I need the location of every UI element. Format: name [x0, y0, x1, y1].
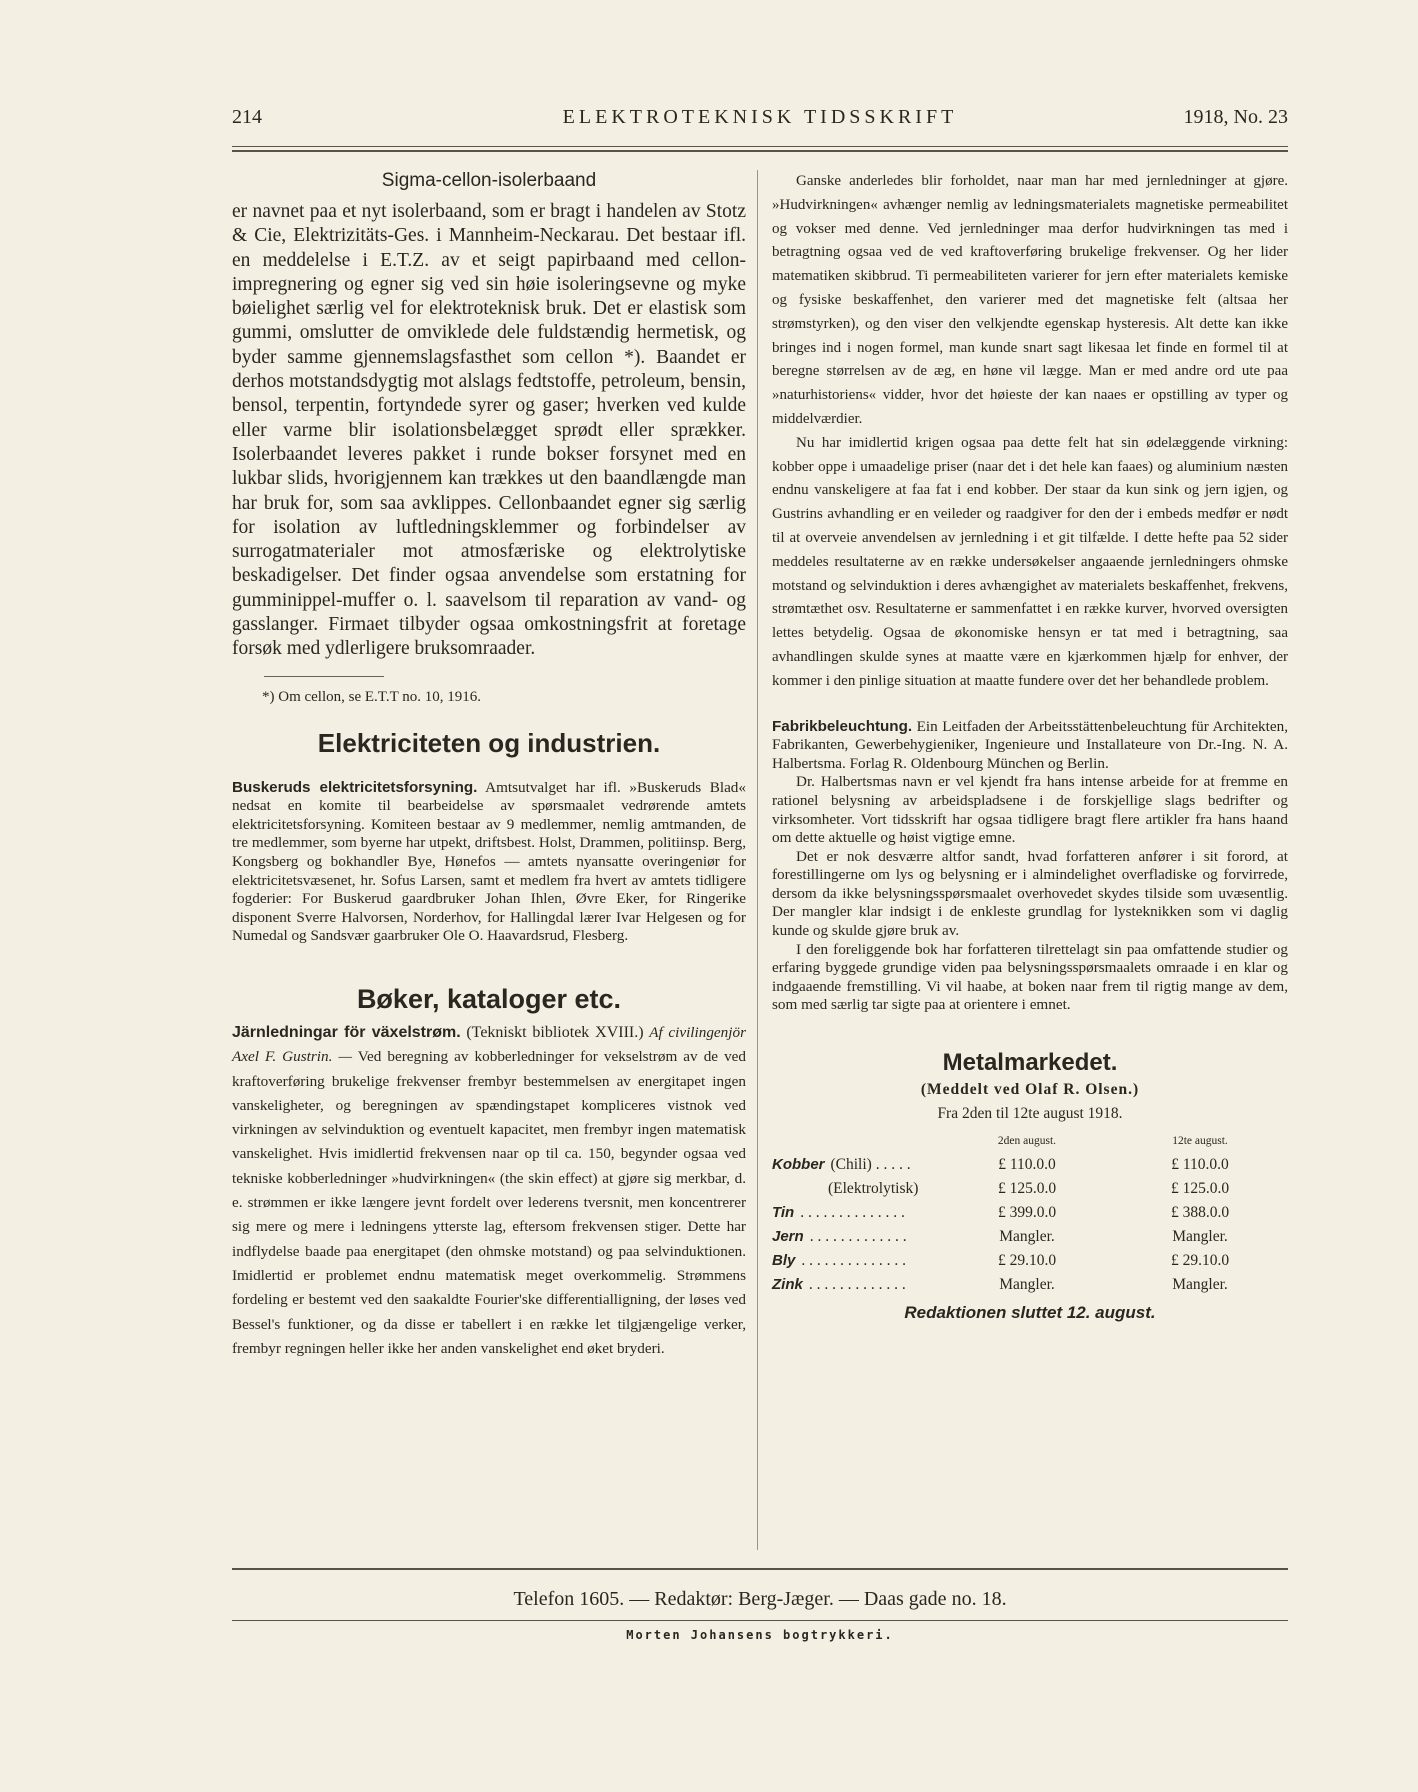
metal-name: Kobber	[772, 1156, 825, 1174]
metal-row	[772, 1153, 1288, 1177]
metal-name: Zink	[772, 1276, 803, 1294]
price-12te: £ 125.0.0	[1170, 1180, 1230, 1198]
col-2den: 2den august.	[997, 1135, 1057, 1148]
printer-line: Morten Johansens bogtrykkeri.	[626, 1628, 894, 1642]
metal-name-cell	[772, 1201, 942, 1225]
metal-heading: Metalmarkedet.	[942, 1049, 1118, 1077]
metal-row	[772, 1201, 1288, 1225]
right-column	[772, 170, 1288, 1323]
metal-grade: . . . . . . . . . . . . .	[809, 1228, 907, 1246]
metal-grade: . . . . . . . . . . . . .	[808, 1276, 906, 1294]
footer-rule-bottom	[232, 1620, 1288, 1621]
metal-period: Fra 2den til 12te august 1918.	[937, 1105, 1123, 1123]
metal-closing: Redaktionen sluttet 12. august.	[904, 1303, 1156, 1323]
books-author: Af civilingenjör Axel F. Gustrin. —	[232, 1023, 746, 1066]
metal-name: Tin	[772, 1204, 795, 1222]
fabrik-paragraph-2: Dr. Halbertsmas navn er vel kjendt fra hans intense arbeide for at fremme en rationel belysning av arbeidspladsene i de forskjellige slags bedrifter og virksomheter. Vort tidsskrift har ogsaa tidligere bragt flere artikler fra hans haand om dette aktuelle og høist vigtige emne.	[772, 773, 1288, 847]
price-2den: £ 110.0.0	[998, 1156, 1056, 1174]
metal-name-cell	[772, 1153, 942, 1177]
metal-grade: (Elektrolytisk)	[828, 1180, 919, 1198]
price-2den: Mangler.	[999, 1228, 1055, 1246]
header-rule-top	[232, 146, 1288, 147]
metal-name: Jern	[772, 1228, 804, 1246]
books-series: (Tekniskt bibliotek XVIII.)	[466, 1023, 644, 1041]
books-heading: Bøker, kataloger etc.	[356, 983, 622, 1014]
price-12te: Mangler.	[1172, 1276, 1228, 1294]
metal-name-cell	[772, 1273, 942, 1297]
price-2den: £ 399.0.0	[997, 1204, 1057, 1222]
metal-name-cell	[772, 1177, 942, 1201]
price-12te: £ 388.0.0	[1170, 1204, 1230, 1222]
industry-body: Amtsutvalget har ifl. »Buskeruds Blad« nedsat en komite til bearbeidelse av spørsmaalet vedrørende amtets elektricitetsforsyning. Komiteen bestaar av 9 medlemmer, nemlig amtmanden, de tre medlemmer, som byerne har utpekt, driftsbest. Holst, Drammen, politiinsp. Berg, Kongsberg og bokhandler Bye, Hønefos — amtets nyansatte overingeniør for elektricitetsvæsenet, hr. Sofus Larsen, samt et medlem fra hvert av amtets tidligere fogderier: For Buskerud gaardbruker Johan Ihlen, Øvre Eker, for Ringerike disponent Sverre Halvorsen, Norderhov, for Hallingdal lærer Ivar Helgesen og for Numedal og Sandsvær gaarbruker Ole O. Haavardsrud, Flesberg.	[232, 778, 746, 945]
sigma-body: er navnet paa et nyt isolerbaand, som er bragt i handelen av Stotz & Cie, Elektrizitäts-Ges. i Mannheim-Neckarau. Det bestaar ifl. en meddelelse i E.T.Z. av et seigt papirbaand med cellon-impregnering og egner sig ved sin høie isoleringsevne og myke bøielighet særlig vel for elektroteknisk bruk. Det er elastisk som gummi, omslutter de omviklede dele fuldstændig hermetisk, og byder samme gjennemslagsfasthet som cellon *). Baandet er derhos motstandsdygtig mot alslags fedtstoffe, petroleum, bensin, bensol, terpentin, fortyndede syrer og gaser; hverken ved kulde eller varme blir isolationsbelægget sprødt eller sprækker. Isolerbaandet leveres pakket i runde bokser forsynet med en lukbar slids, hvorigjennem kan trækkes ut den baandlængde man har bruk for, som saa avklippes. Cellonbaandet egner sig særlig for isolation av luftledningsklemmer og forbindelser av surrogatmaterialer mot atmosfæriske og elektrolytiske beskadigelser. Det finder ogsaa anvendelse som erstatning for gumminippel-muffer o. l. saavelsom til reparation av vand- og gasslanger. Firmaet tilbyder ogsaa omkostningsfrit at foretage forsøk med ydlerligere bruksomraader.	[232, 201, 746, 660]
metal-name-cell	[772, 1249, 942, 1273]
industry-heading: Elektriciteten og industrien.	[317, 727, 661, 758]
metal-row	[772, 1249, 1288, 1273]
page-number: 214	[232, 106, 262, 128]
metal-subtitle: (Meddelt ved Olaf R. Olsen.)	[920, 1081, 1140, 1099]
books-lead: Järnledningar för växelstrøm.	[232, 1023, 461, 1041]
price-12te: Mangler.	[1172, 1228, 1228, 1246]
metal-grade: (Chili) . . . . .	[830, 1156, 911, 1174]
price-2den: £ 125.0.0	[997, 1180, 1057, 1198]
industry-lead: Buskeruds elektricitetsforsyning.	[232, 778, 478, 796]
price-12te: £ 29.10.0	[1170, 1252, 1230, 1270]
header-rule-bottom	[232, 150, 1288, 152]
footer-contact: Telefon 1605. — Redaktør: Berg-Jæger. — Daas gade no. 18.	[513, 1588, 1007, 1610]
metal-row	[772, 1177, 1288, 1201]
metal-row	[772, 1273, 1288, 1297]
fabrik-paragraph-4: I den foreliggende bok har forfatteren tilrettelagt sin paa omfattende studier og erfaring byggede grundige viden paa belysningsspørsmaalets omraade i en klar og indgaaende fremstilling. Vi vil haabe, at boken naar frem til rigtig mange av dem, som med særlig tar sigte paa at orientere i emnet.	[772, 940, 1288, 1014]
fabrik-body: Ein Leitfaden der Arbeitsstättenbeleuchtung für Architekten, Fabrikanten, Gewerbehygieniker, Ingenieure und Installateure von Dr.-Ing. N. A. Halbertsma. Forlag R. Oldenbourg München og Berlin.	[772, 717, 1289, 772]
running-header	[232, 104, 1288, 138]
col-12te: 12te august.	[1172, 1135, 1228, 1148]
metal-row	[772, 1225, 1288, 1249]
footer-rule-top	[232, 1568, 1288, 1570]
metal-grade: . . . . . . . . . . . . . .	[800, 1204, 905, 1222]
iron-paragraph-1: Ganske anderledes blir forholdet, naar man har med jernledninger at gjøre. »Hudvirkningen« avhænger nemlig av ledningsmaterialets magnetiske permeabilitet og vokser med denne. Ved jernledninger maa derfor hudvirkningen tas med i betragtning ogsaa ved de ved kraftoverføring brukelige frekvenser. Og her lider matematiken skibbrud. Ti permeabiliteten varierer for jern efter materialets kemiske og fysiske beskaffenhet, den varierer med det magnetiske felt (altsaa her strømstyrken), og den viser den velkjendte egenskap hysteresis. Alt dette kan ikke bringes ind i nogen formel, man kunde snart sagt likesaa let finde en formel til at beregne størrelsen av de æg, en høne vil lægge. Man er med andre ord ute paa »naturhistoriens« vidder, hvor det høieste der kan naaes er opstilling av typer og middelværdier.	[772, 173, 1288, 427]
price-2den: £ 29.10.0	[997, 1252, 1057, 1270]
sigma-footnote: *) Om cellon, se E.T.T no. 10, 1916.	[262, 688, 481, 705]
column-divider	[757, 170, 758, 1550]
metal-name: Bly	[772, 1252, 796, 1270]
metal-price-table	[772, 1129, 1288, 1297]
left-column	[232, 170, 746, 1361]
sigma-heading: Sigma-cellon-isolerbaand	[381, 170, 597, 191]
price-2den: Mangler.	[999, 1276, 1055, 1294]
price-12te: £ 110.0.0	[1171, 1156, 1229, 1174]
iron-paragraph-2: Nu har imidlertid krigen ogsaa paa dette felt hat sin ødelæggende virkning: kobber oppe i umaadelige priser (naar det i det hele kan faaes) og aluminium næsten endnu vanskeligere at faa fat i end kobber. Der staar da kun sink og jern igjen, og Gustrins avhandling er en veileder og raadgiver for den der i embeds medfør er nødt til at overveie anvendelsen av jernledning i et git tilfælde. I dette hefte paa 52 sider meddeles resultaterne av en række undersøkelser angaaende jernledningers ohmske motstand og selvinduktion i deres avhængighet av materialets beskaffenhet, frekvens, strømtæthet osv. Resultaterne er sammenfattet i en række kurver, hvorved oversigten lettes betydelig. Ogsaa de økonomiske hensyn er tat med i betragtning, saa avhandlingen skulde synes at maatte være en kjærkommen hjælp for enhver, der kommer i den pinlige situation at maatte fundere over det her behandlede problem.	[772, 434, 1288, 689]
journal-title: ELEKTROTEKNISK TIDSSKRIFT	[562, 106, 958, 128]
metal-name-cell	[772, 1225, 942, 1249]
books-body: Ved beregning av kobberledninger for vekselstrøm av de ved kraftoverføring brukelige frekvenser frembyr bestemmelsen av energitapet ingen vanskeligheter, og beregningen av spændingstapet kompliceres vistnok ved virkningen av selvinduktion og eventuelt kapacitet, men frembyr ingen matematisk vanskelighet. Hvis imidlertid frekvensen naar op til ca. 150, begynder ogsaa ved tekniske kobberledninger »hudvirkningen« (the skin effect) at gjøre sig merkbar, d. e. strømmen er ikke længere jevnt fordelt over lederens tversnit, men koncentrerer sig mere og mere i ledningens ytterste lag, eftersom frekvensen stiger. Dette har indflydelse baade paa energitapet (den ohmske motstand) og paa selvinduktionen. Imidlertid er problemet endnu matematisk meget overkommelig. Strømmens fordeling er bestemt ved den saakaldte Fourier'ske differentialligning, der løses ved Bessel's funktioner, og da disse er tabellert i en række let tilgjængelige verker, frembyr regningen heller ikke her anden vanskelighet end øket bryderi.	[232, 1048, 746, 1357]
fabrik-lead: Fabrikbeleuchtung.	[772, 717, 913, 735]
metal-table-header	[772, 1129, 1288, 1153]
fabrik-paragraph-3: Det er nok desværre altfor sandt, hvad forfatteren anfører i sit forord, at forestillingerne om lys og belysning er i almindelighet overfladiske og forvirrede, dersom da ikke belysningsspørsmaalet overhovedet skydes tilside som uvæsentlig. Der mangler klar indsigt i de enkleste grundlag for lysteknikken som vi daglig kunde og skulde gjøre bruk av.	[772, 847, 1288, 940]
issue-label: 1918, No. 23	[1183, 106, 1288, 128]
metal-grade: . . . . . . . . . . . . . .	[801, 1252, 906, 1270]
footnote-rule	[264, 676, 384, 677]
